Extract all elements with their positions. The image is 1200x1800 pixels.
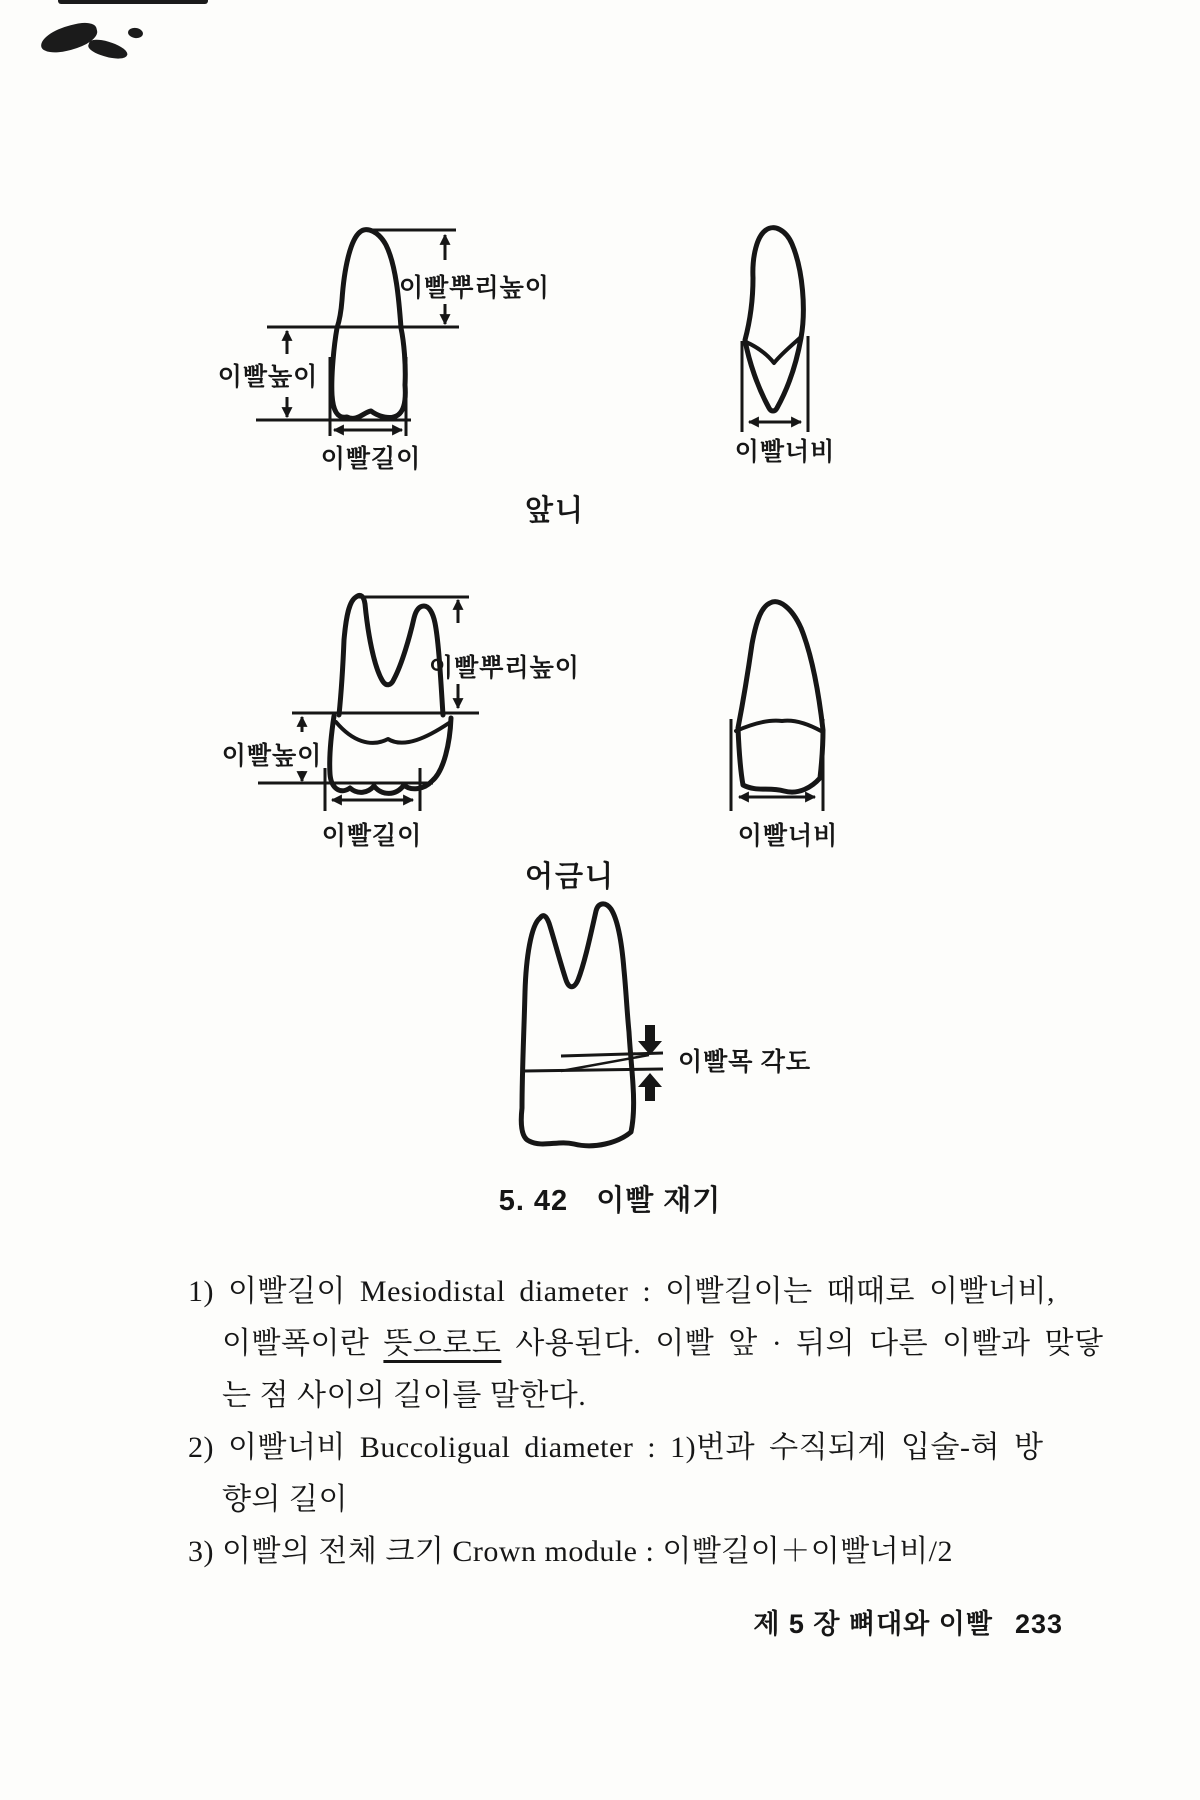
list-item-1-line-2-pre: 이빨폭이란 <box>222 1327 384 1360</box>
list-item-2-line-2: 향의 길이 <box>222 1483 348 1516</box>
tooth-length-label: 이빨길이 <box>320 446 422 473</box>
premolar-side-outline <box>738 602 823 792</box>
neck-angle-label: 이빨목 각도 <box>678 1049 812 1076</box>
figure-5-42-tooth-measurement-diagram <box>0 170 1200 1210</box>
neck-angle-up-arrow <box>638 1073 662 1101</box>
figure-caption <box>290 1178 930 1219</box>
diagram-molar-front-view <box>222 595 580 850</box>
figure-number: 5. 42 <box>498 1185 569 1217</box>
cervical-line <box>336 722 449 743</box>
tooth-length-label: 이빨길이 <box>321 823 423 850</box>
diagram-molar-neck-angle <box>521 904 811 1146</box>
diagram-premolar-side-view <box>731 602 838 850</box>
root-height-label: 이빨뿌리높이 <box>429 655 580 682</box>
list-item-1-line-2-underlined: 뜻으로도 <box>383 1327 502 1360</box>
cervical-line <box>736 721 821 731</box>
scan-artifact <box>38 19 100 56</box>
page-number: 233 <box>1014 1609 1063 1639</box>
scan-artifact <box>127 27 143 39</box>
neck-angle-line <box>524 1069 663 1071</box>
diagram-incisor-side-view <box>735 228 836 466</box>
incisor-front-outline <box>332 230 406 419</box>
molar-side-outline <box>521 904 633 1146</box>
scan-artifact <box>87 36 130 63</box>
list-item-3-line-1: 3) 이빨의 전체 크기 Crown module : 이빨길이＋이빨너비/2 <box>188 1535 954 1568</box>
incisor-side-outline <box>745 228 803 411</box>
list-item-1-line-2-post: 사용된다. 이빨 앞 · 뒤의 다른 이빨과 맞닿 <box>501 1327 1104 1360</box>
list-item-2-line-1: 2) 이빨너비 Buccoligual diameter : 1)번과 수직되게 입술-혀 방 <box>188 1431 1044 1464</box>
tooth-width-label: 이빨너비 <box>737 823 839 850</box>
list-item-1-line-2 <box>188 1318 1104 1370</box>
cervical-line <box>746 337 801 363</box>
front-teeth-group-label: 앞니 <box>524 495 586 527</box>
tooth-height-label: 이빨높이 <box>217 364 319 391</box>
page-footer <box>753 1602 1063 1641</box>
tooth-width-label: 이빨너비 <box>734 439 836 466</box>
tooth-height-label: 이빨높이 <box>221 743 323 770</box>
root-height-label: 이빨뿌리높이 <box>399 275 550 302</box>
body-text <box>188 1266 1104 1578</box>
molar-roots-outline <box>339 595 443 715</box>
chapter-title: 제 5 장 뼈대와 이빨 <box>753 1609 993 1639</box>
molar-group-label: 어금니 <box>524 861 616 893</box>
neck-angle-down-arrow <box>638 1025 662 1055</box>
diagram-incisor-front-view <box>218 230 550 473</box>
list-item-1-line-3: 는 점 사이의 길이를 말한다. <box>222 1379 587 1412</box>
scan-artifact <box>58 0 208 4</box>
list-item-1-line-1: 1) 이빨길이 Mesiodistal diameter : 이빨길이는 때때로 이빨너비, <box>188 1275 1055 1308</box>
figure-title: 이빨 재기 <box>596 1185 722 1217</box>
